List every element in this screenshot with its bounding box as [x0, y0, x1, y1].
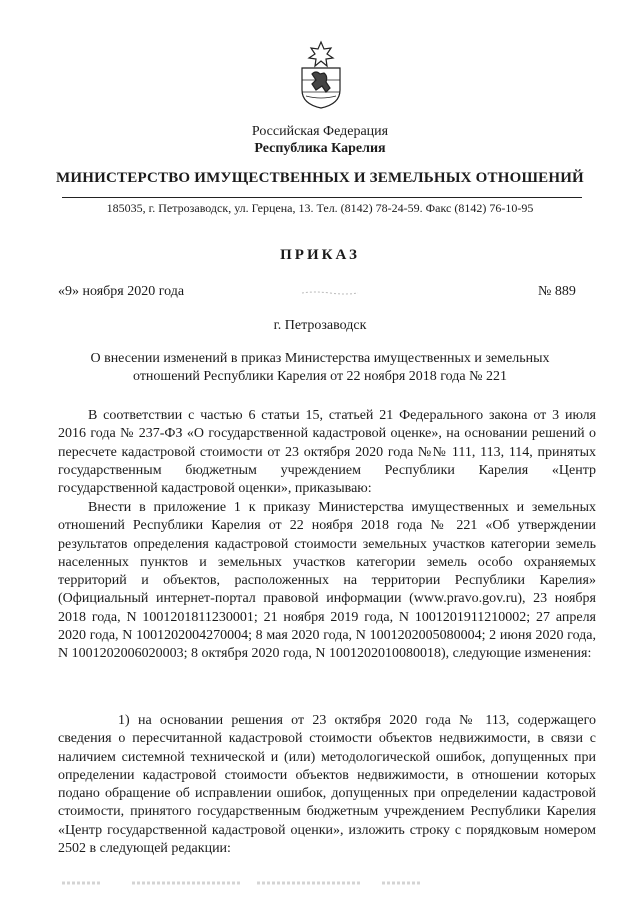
- preamble-paragraph: В соответствии с частью 6 статьи 15, статьей 21 Федерального закона от 3 июля 2016 года № 237-ФЗ «О государственной кадастровой оценке», на основании решений о пересчете кадастровой стоимости от 23 октября 2020 года №№ 111, 113, 114, принятых государственным бюджетным учреждением Республики Карелия «Центр государственной кадастровой оценки», приказываю:: [58, 408, 596, 497]
- order-date: «9» ноября 2020 года: [58, 284, 185, 299]
- header-divider: [62, 197, 582, 198]
- item-1-paragraph: [58, 712, 596, 858]
- order-city: г. Петрозаводск: [273, 318, 367, 333]
- ministry-name: МИНИСТЕРСТВО ИМУЩЕСТВЕННЫХ И ЗЕМЕЛЬНЫХ ОТНОШЕНИЙ: [56, 170, 584, 186]
- coat-of-arms-emblem: [296, 40, 346, 110]
- item-1-number: 1): [118, 713, 130, 728]
- order-number: № 889: [538, 284, 576, 299]
- republic-name: Республика Карелия: [254, 141, 386, 156]
- ministry-address: 185035, г. Петрозаводск, ул. Герцена, 13. Тел. (8142) 78-24-59. Факс (8142) 76-10-95: [106, 201, 534, 215]
- country-name: Российская Федерация: [251, 124, 389, 139]
- faint-bleed-through-text: [62, 876, 422, 890]
- order-title: ПРИКАЗ: [280, 247, 360, 263]
- order-subject: О внесении изменений в приказ Министерства имущественных и земельных отношений Республики Карелия от 22 ноября 2018 года № 221: [90, 351, 550, 384]
- directive-paragraph: Внести в приложение 1 к приказу Министерства имущественных и земельных отношений Республики Карелия от 22 ноября 2018 года № 221 «Об утверждении результатов определения кадастровой стоимости земельных участков категории земель населенных пунктов и земельных участков категории земель особо охраняемых территорий и объектов, расположенных на территории Республики Карелия» (Официальный интернет-портал правовой информации (www.pravo.gov.ru), 23 ноября 2018 года, N 1001201811230001; 21 ноября 2019 года, N 1001201911210002; 27 апреля 2020 года, N 1001202004270004; 8 мая 2020 года, N 1001202005080004; 2 июня 2020 года, N 1001202006020003; 8 октября 2020 года, N 1001202010080018), следующие изменения:: [58, 500, 596, 662]
- faint-stamp-mark: [300, 290, 360, 296]
- item-1-text: на основании решения от 23 октября 2020 года № 113, содержащего сведения о пересчитанной кадастровой стоимости объектов недвижимости, в связи с наличием системной технической и (или) методологической ошибок, допущенных при определении кадастровой стоимости объектов недвижимости, в отношении которых подано обращение об исправлении ошибок, допущенных при определении кадастровой стоимости, принятого государственным бюджетным учреждением Республики Карелия «Центр государственной кадастровой оценки», изложить строку с порядковым номером 2502 в следующей редакции:: [58, 713, 596, 857]
